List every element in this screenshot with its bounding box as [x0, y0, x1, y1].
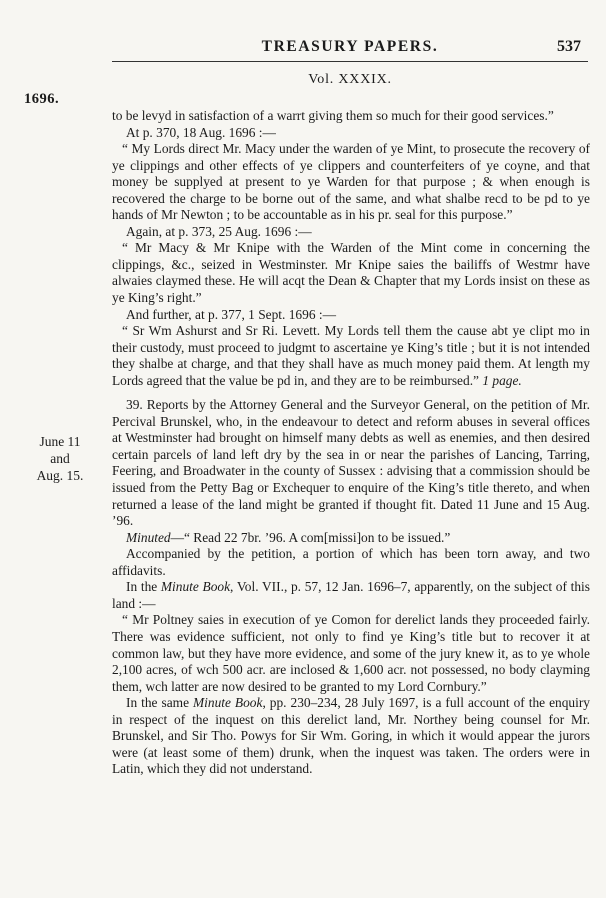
running-title: TREASURY PAPERS.	[261, 38, 439, 55]
paragraph: Again, at p. 373, 25 Aug. 1696 :—	[126, 223, 312, 239]
page-number: 537	[557, 38, 581, 55]
year-marginal: 1696.	[24, 91, 60, 107]
in-the-same-text: In the same	[126, 695, 193, 711]
minute-book-paragraph	[112, 695, 590, 778]
quote-paragraph: “ My Lords direct Mr. Macy under the warden of ye Mint, to prosecute the recovery of ye clippings and other effects of ye clippers and counterfeiters of ye coyne, and that money be supplyed at present to ye Warden for that purpose ; & when enough is recovered the charge to be borne out of the same, and what shalbe recd to be pd to ye hands of Mr Newton ; to be accountable as in his pr. seal for this purpose.”	[112, 141, 590, 223]
page-count: 1 page.	[482, 372, 522, 388]
minute-book-title: Minute Book	[160, 579, 231, 595]
margin-date-line-2: and	[50, 451, 70, 466]
paragraph: Accompanied by the petition, a portion of which has been torn away, and two affidavits.	[112, 546, 590, 578]
paragraph: And further, at p. 377, 1 Sept. 1696 :—	[126, 306, 336, 322]
entry-39-paragraph: 39. Reports by the Attorney General and the Surveyor General, on the petition of Mr. Percival Brunskel, who, in the endeavour to detect and reform abuses in several offices at Westminster had brought on himself many debts as well as enemies, and then desired certain parcels of land left dry by the sea in or near the parishes of Lancing, Tarring, Feering, and Broadwater in the county of Sussex : advising that a commission should be issued from the Petty Bag or Exchequer to enquire of the King’s title thereto, and when returned a lease of the land might be granted if thought fit. Dated 11 June and 15 Aug. ’96.	[112, 397, 590, 529]
minute-book-ref: , pp. 230–234, 28 July 1697, is a full account of the enquiry in respect of the inquest on this derelict land, Mr. Northey being counsel for Mr. Brunskel, and Sir Tho. Powys for Sir Wm. Goring, in which it would appear the jurors were (at least some of them) drunk, when the inquest was taken. The orders were in Latin, which they did not understand.	[112, 695, 590, 777]
minute-book-ref: , Vol. VII., p. 57, 12 Jan. 1696–7, apparently, on the subject of this land :—	[112, 579, 590, 611]
minute-book-paragraph	[112, 579, 590, 612]
quote-paragraph: “ Mr Poltney saies in execution of ye Comon for derelict lands they proceeded fairly. There was evidence sufficient, not only to find ye King’s title but to recover it at common law, but they have more evidence, and some of the jury knew it, as to ye whole 2,100 acres, of wch 500 acr. are inclosed & 1,600 acr. not possessed, no body clayming them, wch latter are now desired to be granted to my Lord Cornbury.”	[112, 612, 590, 694]
minuted-paragraph	[112, 530, 590, 547]
minuted-text: —“ Read 22 7br. ’96. A com[missi]on to be issued.”	[170, 529, 451, 545]
volume-heading: Vol. XXXIX.	[308, 72, 392, 87]
running-head	[115, 38, 585, 58]
quote-paragraph: “ Mr Macy & Mr Knipe with the Warden of the Mint come in concerning the clippings, &c., seized in Westminster. Mr Knipe saies the bailiffs of Westmr have alwaies claymed these. He will acqt the Dean & Chapter that my Lords insist on these as ye King’s right.”	[112, 240, 590, 306]
paragraph: At p. 370, 18 Aug. 1696 :—	[126, 124, 276, 140]
quote-text: “ Sr Wm Ashurst and Sr Ri. Levett. My Lords tell them the cause abt ye clipt mo in their custody, must proceed to judgmt to ascertaine ye King’s title ; but it is not intended they shalbe at charge, and that they shall have as much money paid them. At length my Lords agreed that the value be pd in, and they are to be reimbursed.”	[112, 323, 590, 388]
paragraph: to be levyd in satisfaction of a warrt giving them so much for their good services.”	[112, 108, 554, 123]
margin-date-line-1: June 11	[39, 434, 81, 449]
minuted-label: Minuted	[126, 529, 171, 545]
in-the-text: In the	[126, 579, 161, 595]
body-text	[112, 108, 590, 778]
minute-book-title: Minute Book	[193, 695, 263, 711]
header-rule	[112, 61, 588, 62]
quote-paragraph	[112, 323, 590, 389]
margin-date-line-3: Aug. 15.	[36, 468, 84, 483]
